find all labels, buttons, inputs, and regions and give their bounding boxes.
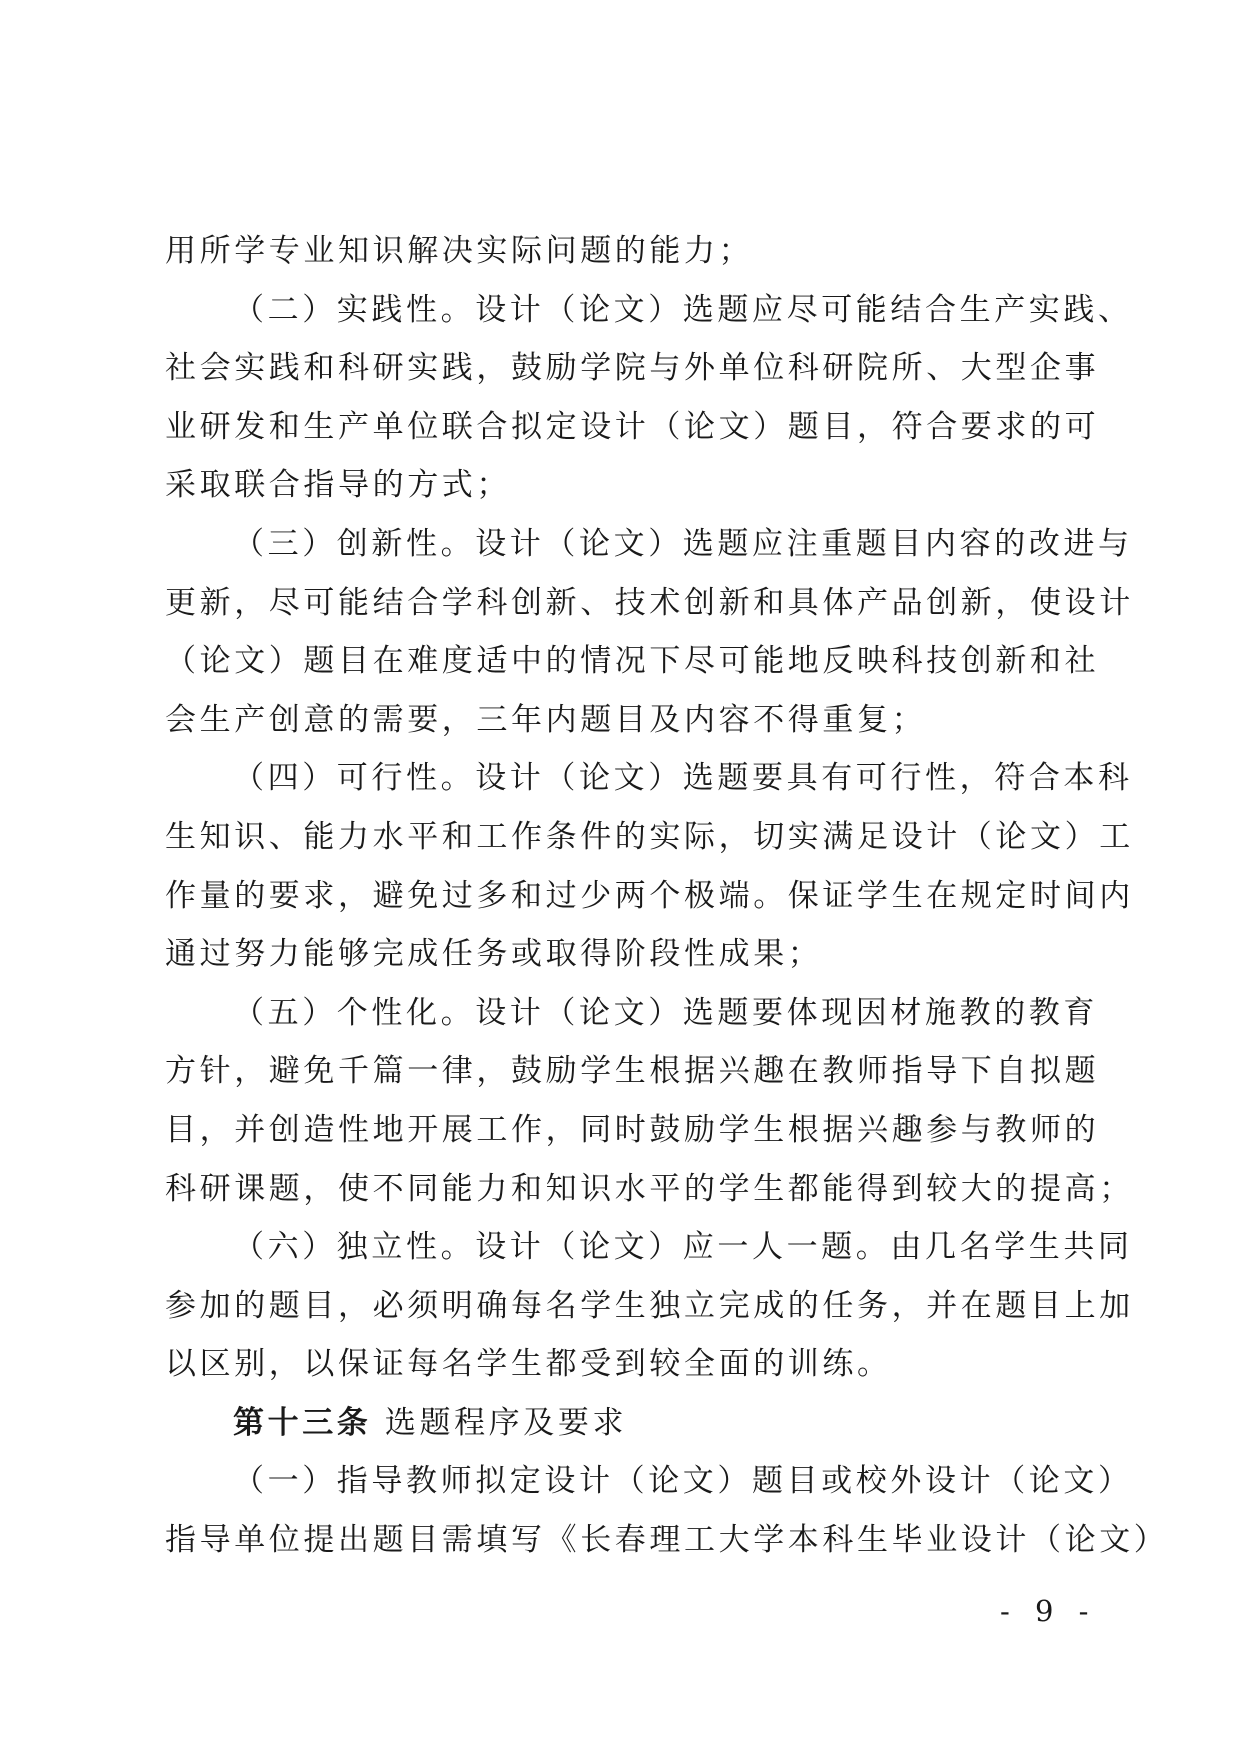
text-line: 会生产创意的需要，三年内题目及内容不得重复； [165,701,927,738]
text-line: （五）个性化。设计（论文）选题要体现因材施教的教育 [233,994,1098,1031]
body-text [165,222,1169,1570]
article-number: 第十三条 [233,1404,372,1441]
text-line: 目，并创造性地开展工作，同时鼓励学生根据兴趣参与教师的 [165,1111,1100,1148]
article-title: 选题程序及要求 [384,1404,628,1441]
text-line: （论文）题目在难度适中的情况下尽可能地反映科技创新和社 [165,643,1100,680]
text-line: 以区别，以保证每名学生都受到较全面的训练。 [165,1346,892,1383]
text-line: （四）可行性。设计（论文）选题要具有可行性，符合本科 [233,760,1133,797]
text-line: 采取联合指导的方式； [165,467,511,504]
text-line: 用所学专业知识解决实际问题的能力； [165,233,754,269]
text-line: 参加的题目，必须明确每名学生独立完成的任务，并在题目上加 [165,1287,1134,1324]
article-heading-line [165,1394,1075,1453]
text-line: （三）创新性。设计（论文）选题应注重题目内容的改进与 [233,525,1133,562]
text-line: 业研发和生产单位联合拟定设计（论文）题目，符合要求的可 [165,408,1100,445]
page-number: - 9 - [1000,1594,1097,1628]
text-line: 方针，避免千篇一律，鼓励学生根据兴趣在教师指导下自拟题 [165,1053,1100,1090]
text-line: （六）独立性。设计（论文）应一人一题。由几名学生共同 [233,1229,1133,1266]
text-line: 生知识、能力水平和工作条件的实际，切实满足设计（论文）工 [165,818,1134,855]
text-line: 科研课题，使不同能力和知识水平的学生都能得到较大的提高； [165,1170,1134,1207]
text-line: 指导单位提出题目需填写《长春理工大学本科生毕业设计（论文） [165,1522,1169,1559]
text-line: （一）指导教师拟定设计（论文）题目或校外设计（论文） [233,1463,1133,1500]
text-line: 通过努力能够完成任务或取得阶段性成果； [165,936,823,973]
text-line: 社会实践和科研实践，鼓励学院与外单位科研院所、大型企事 [165,350,1100,387]
text-line: 更新，尽可能结合学科创新、技术创新和具体产品创新，使设计 [165,584,1134,621]
text-line: （二）实践性。设计（论文）选题应尽可能结合生产实践、 [233,291,1133,328]
text-line: 作量的要求，避免过多和过少两个极端。保证学生在规定时间内 [165,877,1134,914]
